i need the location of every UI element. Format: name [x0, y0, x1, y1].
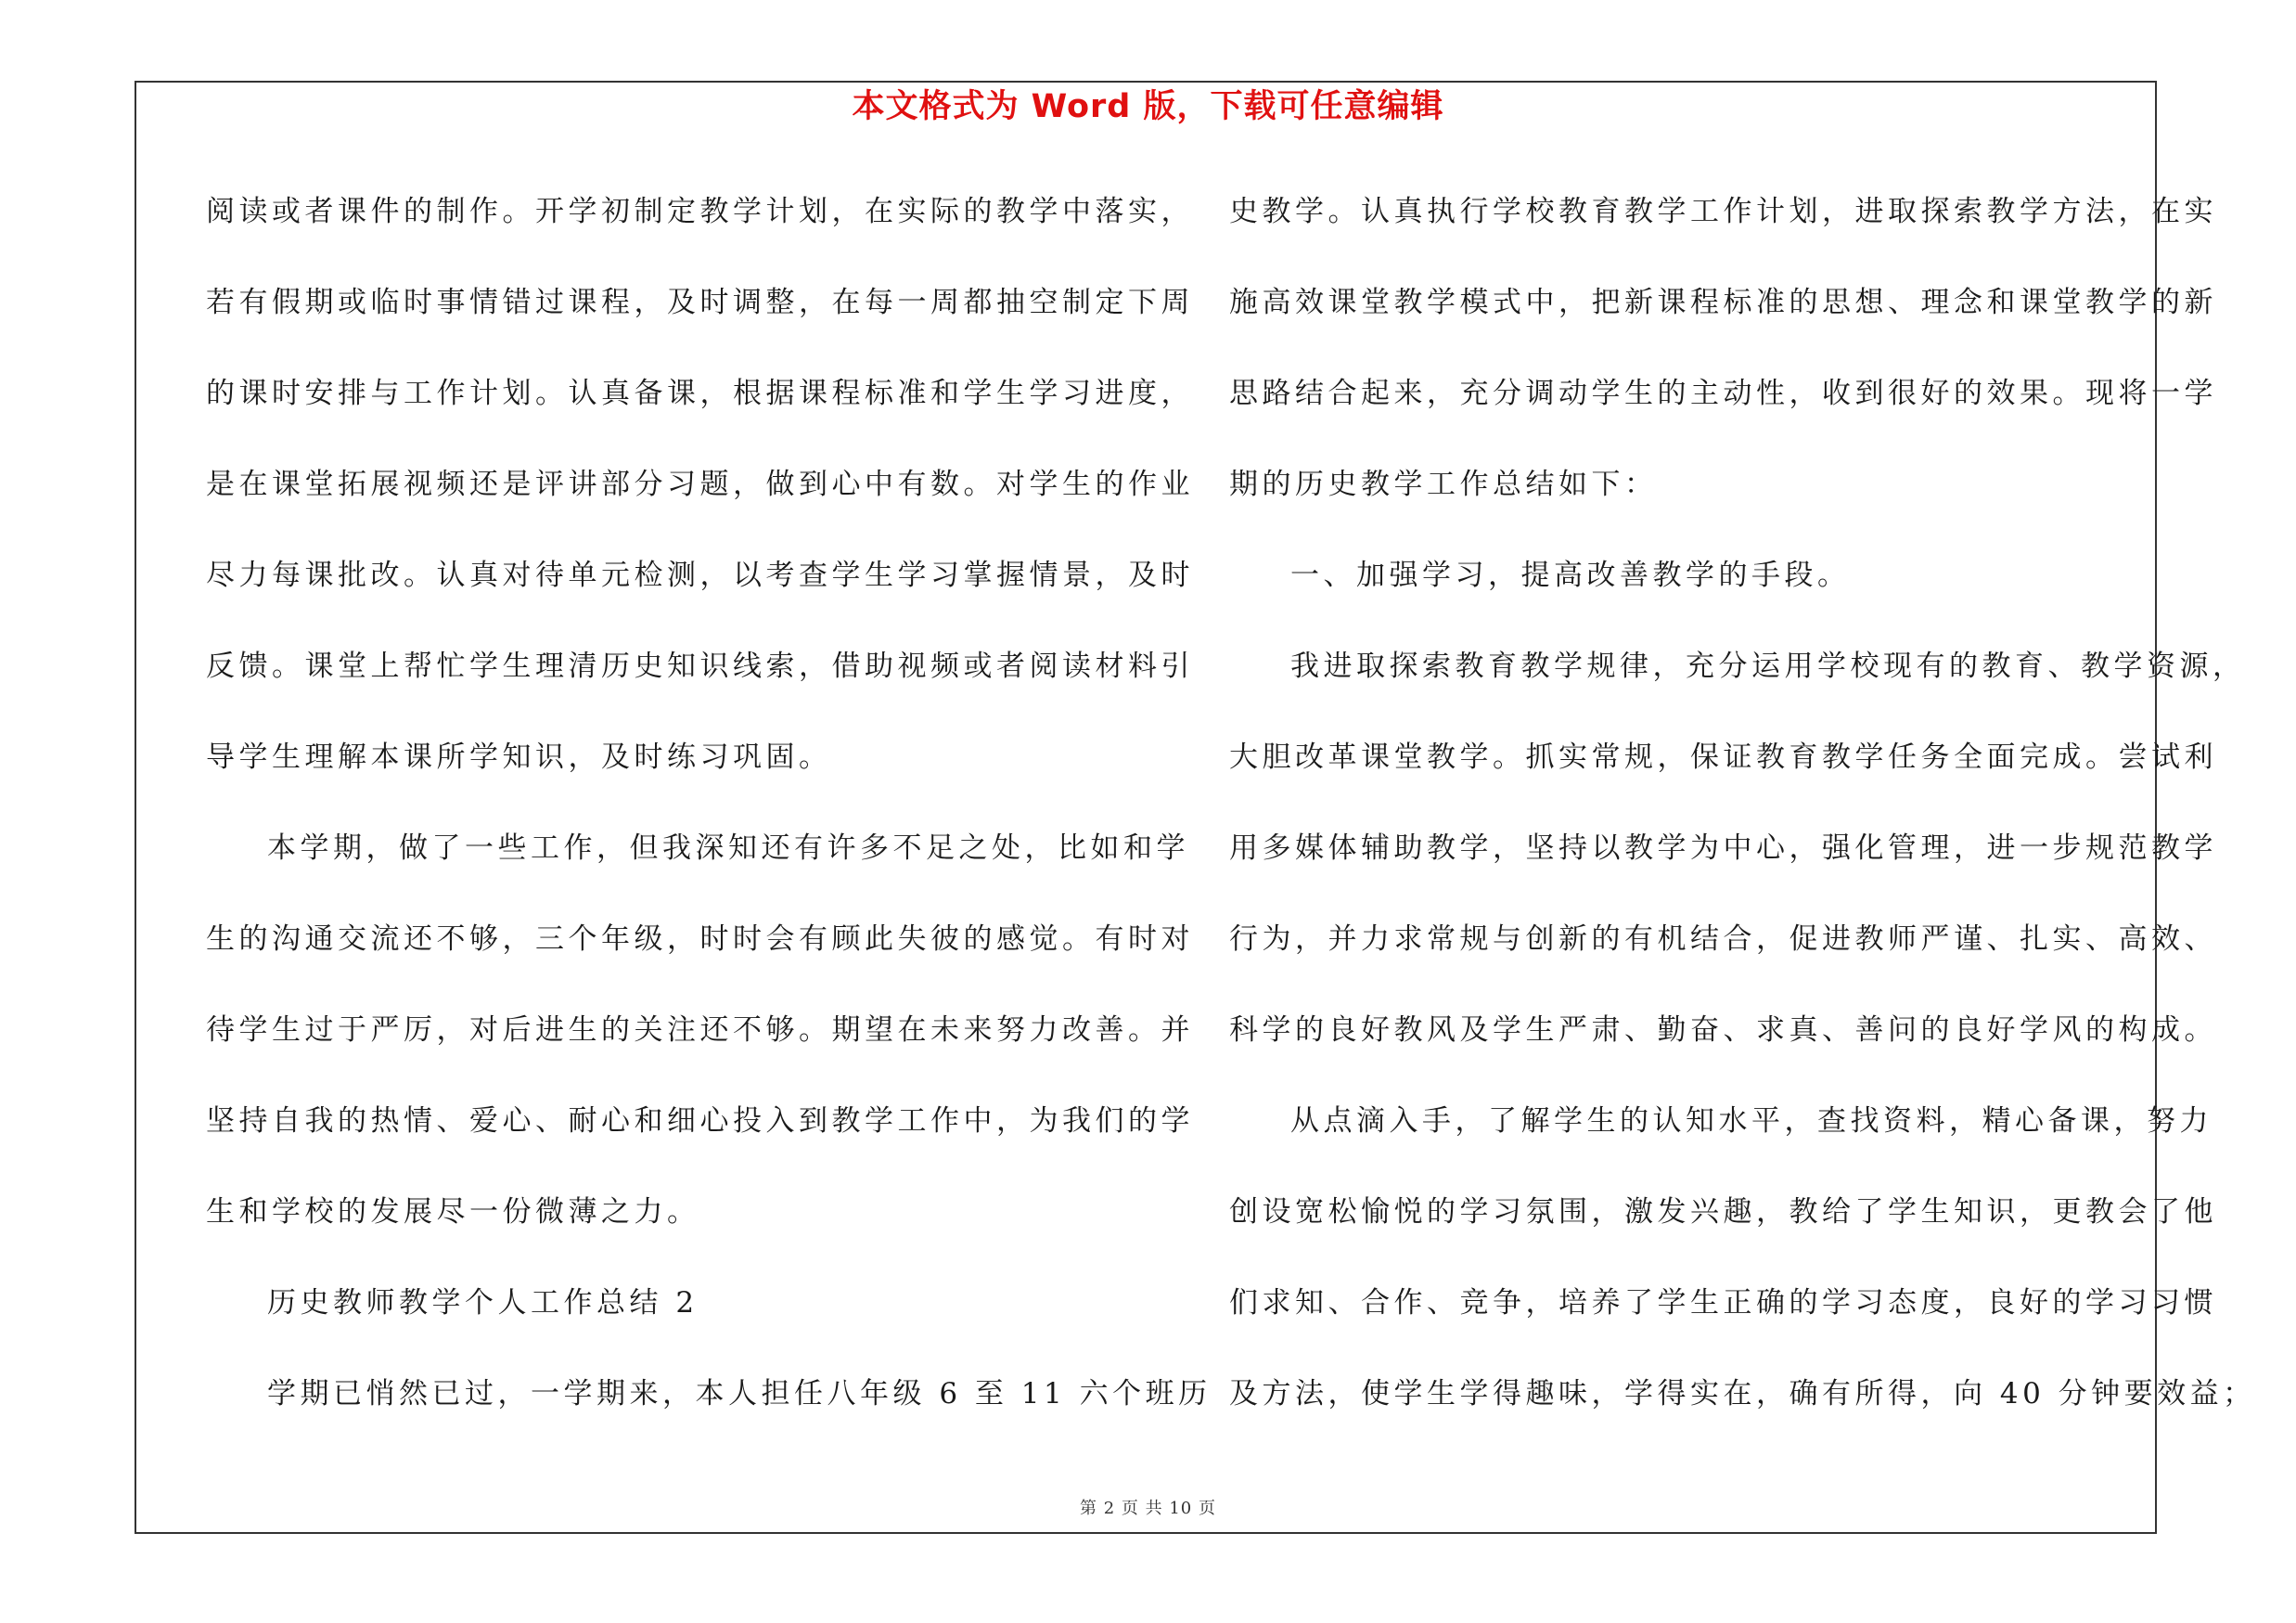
- text-line: 是在课堂拓展视频还是评讲部分习题，做到心中有数。对学生的作业: [206, 468, 1194, 501]
- text-line: 坚持自我的热情、爱心、耐心和细心投入到教学工作中，为我们的学: [206, 1104, 1194, 1138]
- text-line: 的课时安排与工作计划。认真备课，根据课程标准和学生学习进度，: [206, 377, 1194, 410]
- page-number-footer: 第 2 页 共 10 页: [1080, 1499, 1216, 1518]
- text-line: 用多媒体辅助教学，坚持以教学为中心，强化管理，进一步规范教学: [1229, 831, 2217, 865]
- text-line: 期的历史教学工作总结如下：: [1229, 468, 1658, 501]
- text-line: 们求知、合作、竞争，培养了学生正确的学习态度，良好的学习习惯: [1229, 1286, 2217, 1320]
- text-line: 生的沟通交流还不够，三个年级，时时会有顾此失彼的感觉。有时对: [206, 922, 1194, 956]
- text-line: 历史教师教学个人工作总结 2: [267, 1286, 699, 1320]
- text-line: 本学期，做了一些工作，但我深知还有许多不足之处，比如和学: [267, 831, 1189, 865]
- text-line: 导学生理解本课所学知识，及时练习巩固。: [206, 741, 832, 774]
- left-text-column: [206, 181, 1212, 1454]
- text-line: 及方法，使学生学得趣味，学得实在，确有所得，向 40 分钟要效益；: [1229, 1377, 2256, 1410]
- text-line: 我进取探索教育教学规律，充分运用学校现有的教育、教学资源，: [1290, 650, 2246, 683]
- text-line: 若有假期或临时事情错过课程，及时调整，在每一周都抽空制定下周: [206, 286, 1194, 319]
- text-line: 生和学校的发展尽一份微薄之力。: [206, 1195, 700, 1229]
- text-line: 施高效课堂教学模式中，把新课程标准的思想、理念和课堂教学的新: [1229, 286, 2217, 319]
- text-line: 行为，并力求常规与创新的有机结合，促进教师严谨、扎实、高效、: [1229, 922, 2217, 956]
- text-line: 思路结合起来，充分调动学生的主动性，收到很好的效果。现将一学: [1229, 377, 2217, 410]
- text-line: 大胆改革课堂教学。抓实常规，保证教育教学任务全面完成。尝试利: [1229, 741, 2217, 774]
- text-line: 尽力每课批改。认真对待单元检测，以考查学生学习掌握情景，及时: [206, 559, 1194, 592]
- text-line: 待学生过于严厉，对后进生的关注还不够。期望在未来努力改善。并: [206, 1013, 1194, 1047]
- word-format-banner: 本文格式为 Word 版，下载可任意编辑: [852, 88, 1444, 125]
- right-text-column: [1229, 181, 2256, 1454]
- text-line: 学期已悄然已过，一学期来，本人担任八年级 6 至 11 六个班历: [267, 1377, 1212, 1410]
- text-line: 阅读或者课件的制作。开学初制定教学计划，在实际的教学中落实，: [206, 195, 1194, 228]
- text-line: 一、加强学习，提高改善教学的手段。: [1290, 559, 1851, 592]
- text-line: 科学的良好教风及学生严肃、勤奋、求真、善问的良好学风的构成。: [1229, 1013, 2217, 1047]
- text-line: 创设宽松愉悦的学习氛围，激发兴趣，教给了学生知识，更教会了他: [1229, 1195, 2217, 1229]
- text-line: 从点滴入手，了解学生的认知水平，查找资料，精心备课，努力: [1290, 1104, 2213, 1138]
- text-line: 史教学。认真执行学校教育教学工作计划，进取探索教学方法，在实: [1229, 195, 2217, 228]
- text-line: 反馈。课堂上帮忙学生理清历史知识线索，借助视频或者阅读材料引: [206, 650, 1194, 683]
